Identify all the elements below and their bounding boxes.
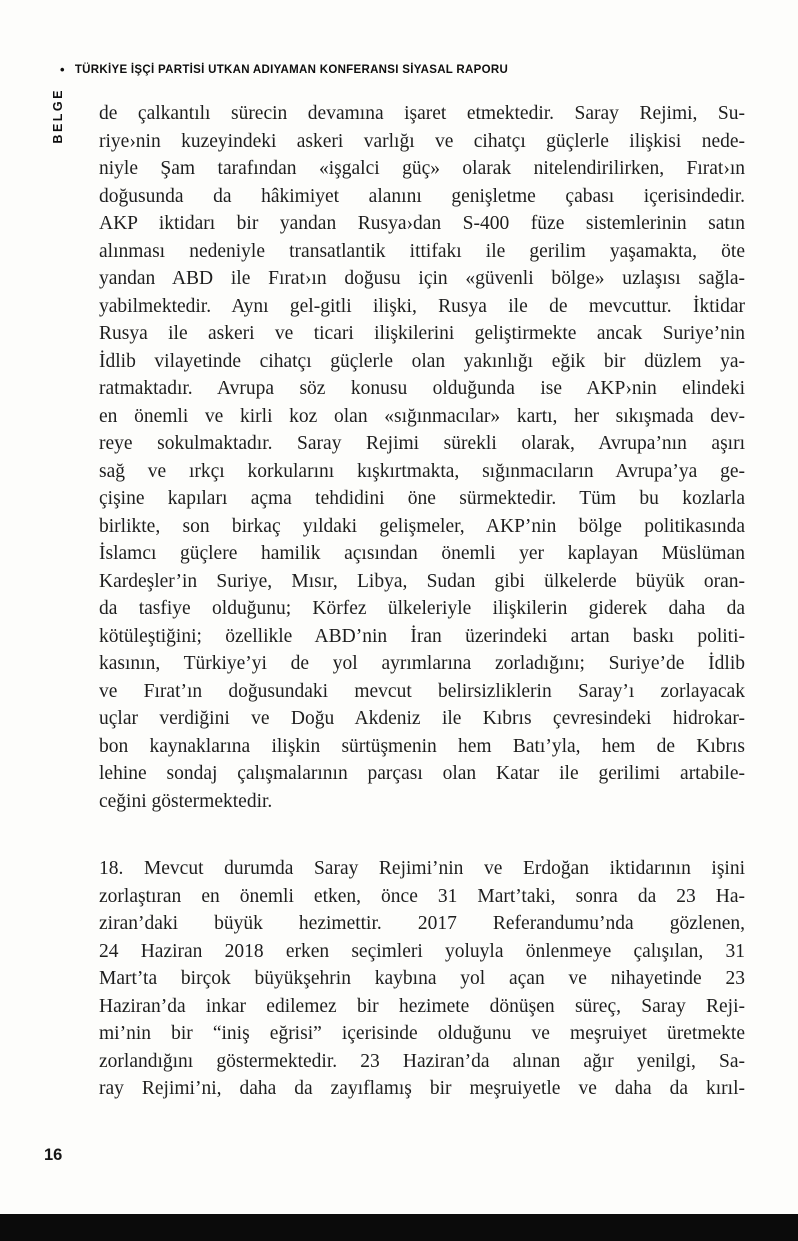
text-line: niyle Şam tarafından «işgalci güç» olarak nitelendirilirken, Fırat›ın [99,158,745,179]
bullet-icon: • [60,62,65,77]
text-line: da tasfiye olduğunu; Körfez ülkeleriyle ilişkilerin giderek daha da [99,598,745,619]
text-line: ceğini göstermektedir. [99,790,273,812]
text-line: Rusya ile askeri ve ticari ilişkilerini geliştirmekte ancak Suriye’nin [99,323,745,344]
text-line: uçlar verdiğini ve Doğu Akdeniz ile Kıbrıs çevresindeki hidrokar- [99,708,745,729]
text-line: mi’nin bir “iniş eğrisi” içerisinde olduğunu ve meşruiyet üretmekte [99,1023,745,1044]
text-line: birlikte, son birkaç yıldaki gelişmeler, AKP’nin bölge politikasında [99,515,745,537]
text-line: sağ ve ırkçı korkularını kışkırtmakta, sığınmacıların Avrupa’ya ge- [99,460,745,482]
text-line: yabilmektedir. Aynı gel-gitli ilişki, Rusya ile de mevcuttur. İktidar [99,295,745,317]
text-line: çişine kapıları açma tehdidini öne sürmektedir. Tüm bu kozlarla [99,488,745,509]
text-line: de çalkantılı sürecin devamına işaret etmektedir. Saray Rejimi, Su- [99,103,745,124]
text-line: zorlandığını göstermektedir. 23 Haziran’da alınan ağır yenilgi, Sa- [99,1050,745,1072]
text-line: lehine sondaj çalışmalarının parçası olan Katar ile gerilimi artabile- [99,763,745,784]
text-line: bon kaynaklarına ilişkin sürtüşmenin hem Batı’yla, hem de Kıbrıs [99,735,745,757]
body-text [99,100,745,1103]
text-line: yandan ABD ile Fırat›ın doğusu için «güvenli bölge» uzlaşısı sağla- [99,268,745,289]
text-line: en önemli ve kirli koz olan «sığınmacılar» kartı, her sıkışmada dev- [99,405,745,427]
text-line: Mart’ta birçok büyükşehrin kaybına yol açan ve nihayetinde 23 [99,968,745,989]
text-line: 18. Mevcut durumda Saray Rejimi’nin ve Erdoğan iktidarının işini [99,858,745,879]
text-line: alınması nedeniyle transatlantik ittifakı ile gerilim yaşamakta, öte [99,240,745,262]
text-line: kötüleştiğini; özellikle ABD’nin İran üzerindeki artan baskı politi- [99,625,745,647]
text-line: riye›nin kuzeyindeki askeri varlığı ve cihatçı güçlerle ilişkisi nede- [99,130,745,152]
text-line: İdlib vilayetinde cihatçı güçlerle olan yakınlığı eğik bir düzlem ya- [99,350,745,372]
text-line: Kardeşler’in Suriye, Mısır, Libya, Sudan gibi ülkelerde büyük oran- [99,570,745,592]
text-line: ray Rejimi’ni, daha da zayıflamış bir meşruiyetle ve daha da kırıl- [99,1078,745,1099]
bottom-bar [0,1214,798,1241]
text-line: ve Fırat’ın doğusundaki mevcut belirsizliklerin Saray’ı zorlayacak [99,680,745,702]
header-title: TÜRKİYE İŞÇİ PARTİSİ UTKAN ADIYAMAN KONFERANSI SİYASAL RAPORU [74,63,509,76]
page-header [60,63,508,76]
text-line: İslamcı güçlere hamilik açısından önemli yer kaplayan Müslüman [99,543,745,564]
belge-sidebar-label: BELGE [51,88,65,144]
text-line: Haziran’da inkar edilemez bir hezimete dönüşen süreç, Saray Reji- [99,995,745,1017]
text-line: reye sokulmaktadır. Saray Rejimi sürekli olarak, Avrupa’nın aşırı [99,433,745,454]
text-line: doğusunda da hâkimiyet alanını genişletme çabası içerisindedir. [99,185,745,207]
text-line: AKP iktidarı bir yandan Rusya›dan S-400 füze sistemlerinin satın [99,213,745,234]
text-line: zorlaştıran en önemli etken, önce 31 Mart’taki, sonra da 23 Ha- [99,885,745,907]
paragraph [99,855,745,1103]
paragraph [99,100,745,815]
text-line: ratmaktadır. Avrupa söz konusu olduğunda ise AKP›nin elindeki [99,378,745,399]
text-line: 24 Haziran 2018 erken seçimleri yoluyla önlenmeye çalışılan, 31 [99,940,745,962]
text-line: ziran’daki büyük hezimettir. 2017 Referandumu’nda gözlenen, [99,913,745,934]
page-number: 16 [44,1146,63,1164]
text-line: kasının, Türkiye’yi de yol ayrımlarına zorladığını; Suriye’de İdlib [99,653,745,674]
